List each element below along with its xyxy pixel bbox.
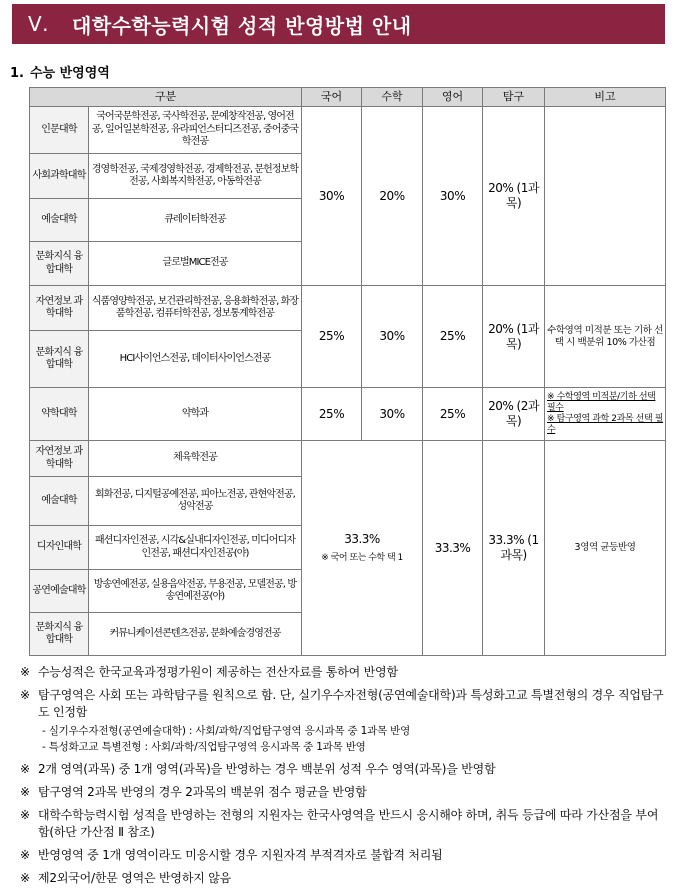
header-category: 구분 <box>30 88 302 107</box>
page-title: 대학수학능력시험 성적 반영방법 안내 <box>72 13 412 38</box>
korean-ratio: 25% <box>302 286 362 388</box>
note-item: ※ 탐구영역 2과목 반영의 경우 2과목의 백분위 점수 평균을 반영함 <box>20 785 367 799</box>
major-cell: 패션디자인전공, 시각&실내디자인전공, 미디어디자인전공, 패션디자인전공(야) <box>89 526 302 570</box>
sub-note: - 특성화고교 특별전형 : 사회/과학/직업탐구영역 응시과목 중 1과목 반영 <box>42 741 366 753</box>
college-cell: 문화지식 융합대학 <box>30 613 89 656</box>
remark-cell: 수학영역 미적분 또는 기하 선택 시 백분위 10% 가산점 <box>545 286 666 388</box>
college-cell: 문화지식 융합대학 <box>30 331 89 388</box>
english-ratio: 30% <box>423 107 483 286</box>
note-item: ※ 2개 영역(과목) 중 1개 영역(과목)을 반영하는 경우 백분위 성적 우수 영역(과목)을 반영함 <box>20 762 496 776</box>
english-ratio: 25% <box>423 286 483 388</box>
note-item: ※ 탐구영역은 사회 또는 과학탐구를 원칙으로 함. 단, 실기우수자전형(공연예술대학)과 특성화고교 특별전형의 경우 직업탐구도 인정함 <box>20 688 664 719</box>
subsection-title: 수능 반영영역 <box>29 66 110 81</box>
major-cell: 식품영양학전공, 보건관리학전공, 응용화학전공, 화장품학전공, 컴퓨터학전공, 정보통계학전공 <box>89 286 302 331</box>
major-cell: 경영학전공, 국제경영학전공, 경제학전공, 문헌정보학전공, 사회복지학전공, 아동학전공 <box>89 154 302 199</box>
reflection-table <box>29 87 666 656</box>
header-korean: 국어 <box>302 88 362 107</box>
notes-list <box>20 664 668 893</box>
inquiry-ratio: 33.3% (1과목) <box>483 441 545 656</box>
english-ratio: 25% <box>423 388 483 441</box>
korean-or-math-note: ※ 국어 또는 수학 택 1 <box>321 552 403 563</box>
inquiry-ratio: 20% (2과목) <box>483 388 545 441</box>
table-row <box>30 286 666 331</box>
note-item: ※ 제2외국어/한문 영역은 반영하지 않음 <box>20 871 232 885</box>
korean-or-math-value: 33.3% <box>344 531 380 546</box>
major-cell: 커뮤니케이션콘텐츠전공, 문화예술경영전공 <box>89 613 302 656</box>
english-ratio: 33.3% <box>423 441 483 656</box>
major-cell: 큐레이터학전공 <box>89 199 302 242</box>
major-cell: 글로벌MICE전공 <box>89 242 302 286</box>
header-english: 영어 <box>423 88 483 107</box>
korean-ratio: 25% <box>302 388 362 441</box>
header-inquiry: 탐구 <box>483 88 545 107</box>
college-cell: 디자인대학 <box>30 526 89 570</box>
college-cell: 약학대학 <box>30 388 89 441</box>
remark-cell: 3영역 균등반영 <box>545 441 666 656</box>
table-row <box>30 107 666 154</box>
remark-line: ※ 탐구영역 과학 2과목 선택 필수 <box>547 414 664 436</box>
college-cell: 공연예술대학 <box>30 570 89 613</box>
section-number: Ⅴ. <box>28 12 50 36</box>
page-title-banner <box>12 4 665 44</box>
subsection-heading <box>10 62 116 81</box>
table-row <box>30 441 666 477</box>
remark-cell <box>545 388 666 441</box>
college-cell: 예술대학 <box>30 477 89 526</box>
inquiry-ratio: 20% (1과목) <box>483 107 545 286</box>
college-cell: 자연정보 과학대학 <box>30 441 89 477</box>
major-cell: 회화전공, 디지털공예전공, 피아노전공, 관현악전공, 성악전공 <box>89 477 302 526</box>
header-remark: 비고 <box>545 88 666 107</box>
korean-or-math-ratio <box>302 441 423 656</box>
major-cell: HCI사이언스전공, 데이터사이언스전공 <box>89 331 302 388</box>
korean-ratio: 30% <box>302 107 362 286</box>
college-cell: 문화지식 융합대학 <box>30 242 89 286</box>
major-cell: 약학과 <box>89 388 302 441</box>
major-cell: 방송연예전공, 실용음악전공, 무용전공, 모델전공, 방송연예전공(야) <box>89 570 302 613</box>
major-cell: 체육학전공 <box>89 441 302 477</box>
math-ratio: 30% <box>362 286 423 388</box>
subsection-number: 1. <box>10 66 24 81</box>
sub-note: - 실기우수자전형(공연예술대학) : 사회/과학/직업탐구영역 응시과목 중 1과목 반영 <box>42 725 411 737</box>
college-cell: 인문대학 <box>30 107 89 154</box>
inquiry-ratio: 20% (1과목) <box>483 286 545 388</box>
math-ratio: 20% <box>362 107 423 286</box>
college-cell: 사회과학대학 <box>30 154 89 199</box>
math-ratio: 30% <box>362 388 423 441</box>
table-header-row <box>30 88 666 107</box>
note-item: ※ 대학수학능력시험 성적을 반영하는 전형의 지원자는 한국사영역을 반드시 응시해야 하며, 취득 등급에 따라 가산점을 부여함(하단 가산점 Ⅱ 참조) <box>20 808 659 839</box>
note-item: ※ 수능성적은 한국교육과정평가원이 제공하는 전산자료를 통하여 반영함 <box>20 665 398 679</box>
major-cell: 국어국문학전공, 국사학전공, 문예창작전공, 영어전공, 일어일본학전공, 유라피언스터디즈전공, 중어중국학전공 <box>89 107 302 154</box>
remark-cell <box>545 107 666 286</box>
remark-line: ※ 수학영역 미적분/기하 선택 필수 <box>547 391 656 413</box>
note-item: ※ 반영영역 중 1개 영역이라도 미응시할 경우 지원자격 부적격자로 불합격 처리됨 <box>20 848 443 862</box>
table-row <box>30 388 666 441</box>
college-cell: 자연정보 과학대학 <box>30 286 89 331</box>
college-cell: 예술대학 <box>30 199 89 242</box>
header-math: 수학 <box>362 88 423 107</box>
